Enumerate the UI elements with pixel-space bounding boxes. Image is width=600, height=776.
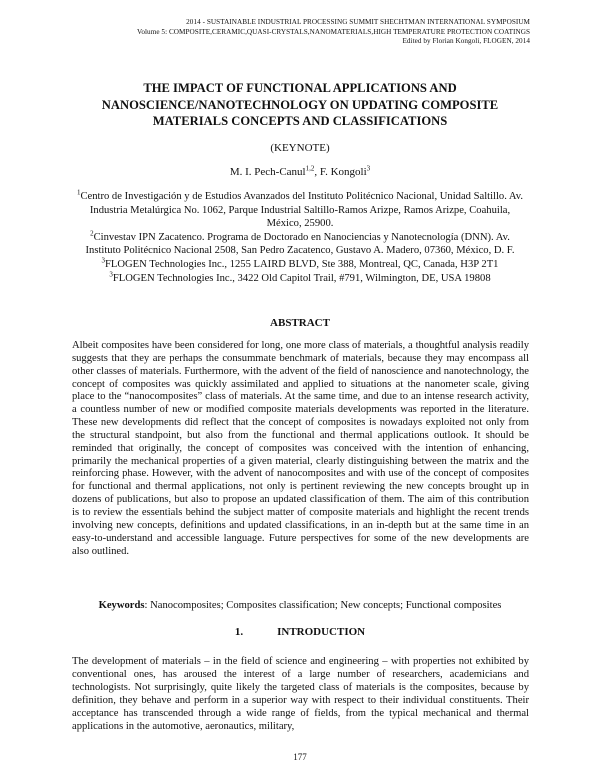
running-header: [60, 18, 530, 47]
affiliation-text: FLOGEN Technologies Inc., 1255 LAIRD BLVD, Ste 388, Montreal, QC, Canada, H3P 2T1: [105, 258, 499, 270]
affiliation-marker: 3: [101, 256, 106, 265]
author-name: F. Kongoli: [319, 166, 367, 178]
affiliation: [72, 231, 528, 258]
author-separator: ,: [314, 166, 320, 178]
header-line-2: Volume 5: COMPOSITE,CERAMIC,QUASI-CRYSTALS,NANOMATERIALS,HIGH TEMPERATURE PROTECTION COATINGS: [137, 27, 530, 36]
affiliation-marker: 2: [90, 229, 94, 238]
affiliation-marker: 1: [76, 188, 81, 197]
section-heading: [70, 626, 530, 638]
affiliation-text: Centro de Investigación y de Estudios Avanzados del Instituto Politécnico Nacional, Unidad Saltillo. Av. Industria Metalúrgica No. 1062, Parque Industrial Saltillo-Ramos Arizpe, Ramos Arizpe, Coahuila, México, 25900.: [80, 191, 524, 230]
header-line-3: Edited by Florian Kongoli, FLOGEN, 2014: [402, 37, 530, 45]
author-affiliation-marker: 3: [366, 164, 371, 173]
page-number: 177: [293, 752, 307, 762]
keywords-label: Keywords: [98, 600, 145, 611]
affiliation-marker: 3: [109, 270, 113, 279]
section-body: The development of materials – in the field of science and engineering – with properties not exhibited by conventional ones, has aroused the interest of a large number of researchers, academicians and technologists. Not surprisingly, quite likely the targeted class of materials is the composites, because by definition, they behave and perform in a superior way with respect to their individual constituents. Their acceptance has transcended through a wide range of fields, from the typical mechanical and thermal applications in the automotive, aeronautics, military,: [72, 656, 529, 733]
affiliation: [72, 190, 528, 231]
affiliation-text: Cinvestav IPN Zacatenco. Programa de Doctorado en Nanociencias y Nanotecnología (DNN). Av. Instituto Politécnico Nacional 2508, San Pedro Zacatenco, Gustavo A. Madero, 07360, México, D. F.: [85, 231, 515, 257]
affiliation-list: [72, 190, 528, 285]
section-title: INTRODUCTION: [277, 626, 366, 638]
abstract-heading: ABSTRACT: [270, 317, 330, 329]
affiliation-text: FLOGEN Technologies Inc., 3422 Old Capitol Trail, #791, Wilmington, DE, USA 19808: [112, 272, 491, 284]
affiliation: [72, 258, 528, 272]
author-affiliation-marker: 1,2: [305, 164, 315, 173]
author-name: M. I. Pech-Canul: [229, 166, 306, 178]
author-list: [70, 166, 530, 178]
abstract-body: Albeit composites have been considered for long, one more class of materials, a thoughtful analysis readily suggests that they are perhaps the consummate benchmark of materials, because they may encompass all other classes of materials. Furthermore, with the advent of the field of nanoscience and nanotechnology, the concept of composites was quickly assimilated and applied to situations at the nanometer scale, giving place to the “nanocomposites” class of materials. At the same time, and due to an intense research activity, a countless number of new or modified composite materials developments was reported in the literature. These new developments did reflect that the concept of composites is nowadays exploited not only from the structural standpoint, but also from the functional and thermal applications outlook. It should be reminded that originally, the concept of composites was conceived with the intention of enhancing, primarily the mechanical properties of a given material, clearly distinguishing between the matrix and the reinforcing phase. However, with the advent of nanocomposites and with use of the concept of composites for functional and thermal applications, not only is pertinent reviewing the new concepts brought up in dozens of publications, but also to propose an updated classification of them. The aim of this contribution is to review the essentials behind the subject matter of composite materials and highlight the recent trends involving new concepts, definitions and updated classifications, in an in-depth but at the same time in an easy-to-understand and accessible language. Future perspectives for some of the new developments are also outlined.: [72, 340, 529, 557]
section-number: 1.: [234, 626, 244, 638]
paper-title: THE IMPACT OF FUNCTIONAL APPLICATIONS AND NANOSCIENCE/NANOTECHNOLOGY ON UPDATING COMPOSITE MATERIALS CONCEPTS AND CLASSIFICATIONS: [101, 81, 499, 128]
header-line-1: 2014 - SUSTAINABLE INDUSTRIAL PROCESSING SUMMIT SHECHTMAN INTERNATIONAL SYMPOSIUM: [186, 18, 530, 26]
keynote-label: (KEYNOTE): [270, 142, 330, 154]
affiliation: [72, 272, 528, 286]
keywords-text: : Nanocomposites; Composites classification; New concepts; Functional composites: [144, 600, 502, 611]
keywords-line: [70, 600, 530, 611]
